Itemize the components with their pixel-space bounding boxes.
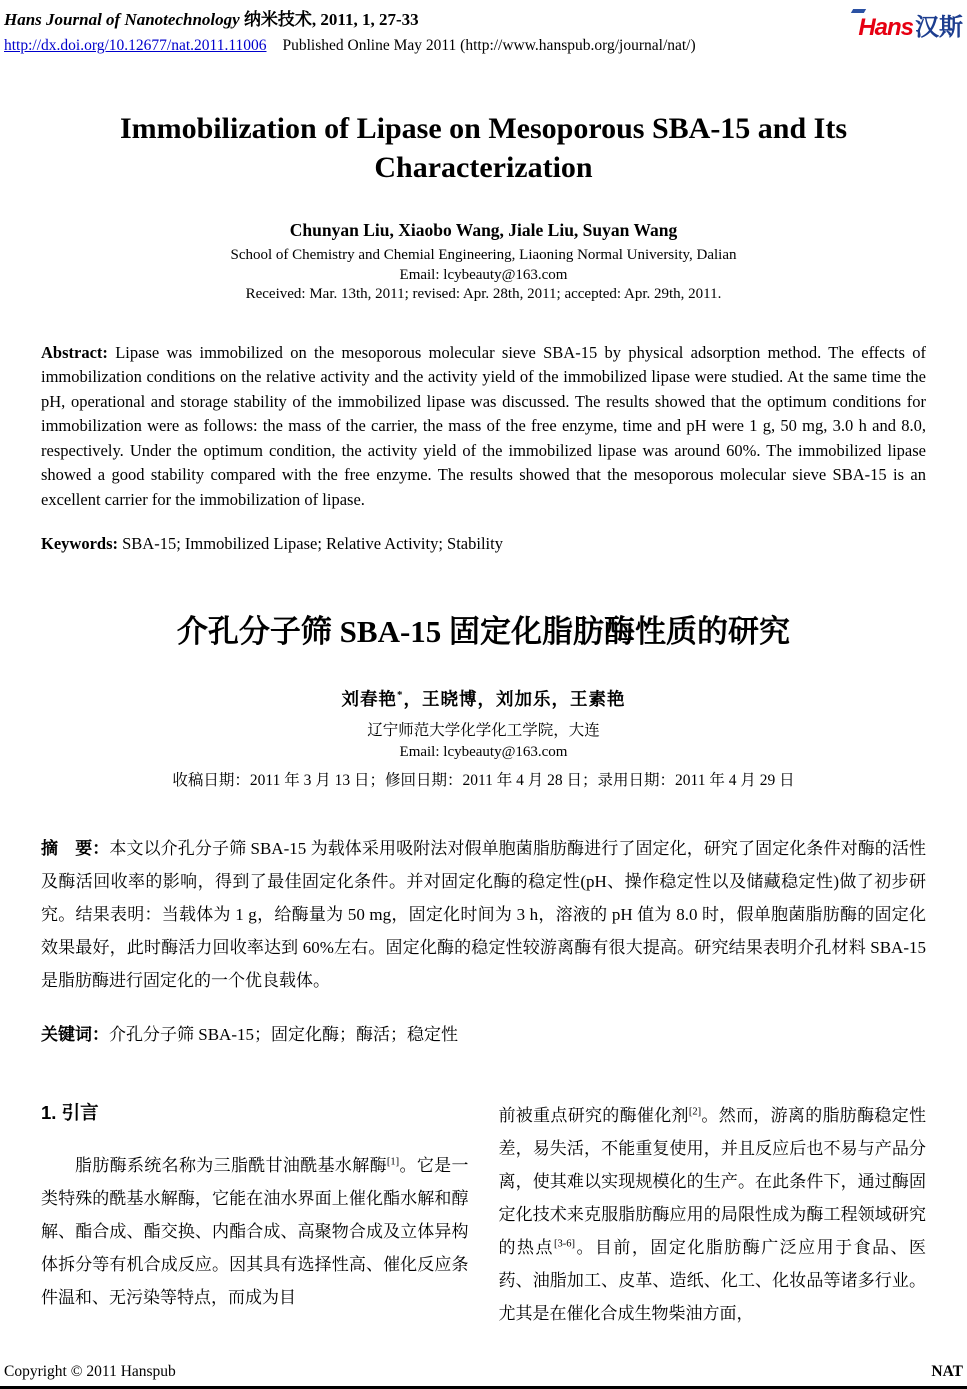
abstract-label-chinese: 摘 要： [41, 838, 110, 858]
keywords-text-english: SBA-15; Immobilized Lipase; Relative Activity; Stability [118, 533, 503, 553]
chinese-author-block [41, 686, 926, 790]
two-column-section [41, 1099, 926, 1330]
authors-chinese: 刘春艳*，王晓博，刘加乐，王素艳 [341, 688, 626, 709]
hans-logo [858, 5, 963, 42]
abstract-chinese [41, 832, 926, 997]
logo-hans-text: Hans [858, 14, 913, 41]
logo-accent-bar [851, 9, 866, 13]
intro-paragraph-right: 前被重点研究的酶催化剂[2]。然而，游离的脂肪酶稳定性差，易失活，不能重复使用，并且反应后也不易与产品分离，使其难以实现规模化的生产。在此条件下，通过酶固定化技术来克服脂肪酶应用的局限性成为酶工程领域研究的热点[3-6]。目前，固定化脂肪酶广泛应用于食品、医药、油脂加工、皮革、造纸、化工、化妆品等诸多行业。尤其是在催化合成生物柴油方面， [498, 1105, 927, 1323]
authors-english: Chunyan Liu, Xiaobo Wang, Jiale Liu, Suyan Wang [289, 220, 678, 240]
journal-issue-info: 纳米技术, 2011, 1, 27-33 [239, 10, 419, 29]
journal-code: NAT [931, 1363, 963, 1380]
abstract-text-english: Lipase was immobilized on the mesoporous molecular sieve SBA-15 by physical adsorption method. The effects of immobilization conditions on the relative activity and the activity yield of the immobilized lipase were studied. At the same time the pH, operational and storage stability of the immobilized lipase was discussed. The results showed that the optimum conditions for immobilization were as follows: the mass of the carrier, the mass of the free enzyme, time and pH were 1 g, 50 mg, 3.0 h and 8.0, respectively. Under the optimum condition, the activity yield of the immobilized lipase was around 60%. The immobilized lipase showed a good stability compared with the free enzyme. The results showed that the mesoporous molecular sieve SBA-15 is an excellent carrier for the immobilization of lipase. [41, 342, 926, 510]
right-column [499, 1099, 927, 1330]
logo-chinese-text: 汉斯 [915, 14, 963, 41]
published-online-text: Published Online May 2011 (http://www.hanspub.org/journal/nat/) [282, 37, 696, 54]
keywords-chinese [41, 1020, 926, 1045]
copyright-text: Copyright © 2011 Hanspub [4, 1363, 176, 1380]
email-english: Email: lcybeauty@163.com [399, 266, 568, 283]
received-dates-english: Received: Mar. 13th, 2011; revised: Apr. 28th, 2011; accepted: Apr. 29th, 2011. [245, 286, 722, 302]
keywords-english [41, 534, 926, 554]
keywords-label-english: Keywords: [41, 533, 118, 553]
journal-header-left [4, 5, 696, 55]
doi-line [4, 37, 696, 55]
paper-title-chinese: 介孔分子筛 SBA-15 固定化脂肪酶性质的研究 [176, 613, 791, 649]
abstract-label-english: Abstract: [41, 342, 108, 362]
affiliation-english: School of Chemistry and Chemial Engineering, Liaoning Normal University, Dalian [230, 247, 737, 263]
email-chinese: Email: lcybeauty@163.com [399, 743, 568, 760]
page-footer [4, 1363, 963, 1381]
left-column [41, 1099, 469, 1330]
abstract-text-chinese: 本文以介孔分子筛 SBA-15 为载体采用吸附法对假单胞菌脂肪酶进行了固定化，研究了固定化条件对酶的活性及酶活回收率的影响，得到了最佳固定化条件。并对固定化酶的稳定性(pH、操作稳定性以及储藏稳定性)做了初步研究。结果表明：当载体为 1 g，给酶量为 50 mg，固定化时间为 3 h，溶液的 pH 值为 8.0 时，假单胞菌脂肪酶的固定化效果最好，此时酶活力回收率达到 60%左右。固定化酶的稳定性较游离酶有很大提高。研究结果表明介孔材料 SBA-15 是脂肪酶进行固定化的一个优良载体。 [41, 838, 926, 990]
keywords-label-chinese: 关键词： [41, 1024, 109, 1044]
paper-body [41, 109, 926, 1330]
keywords-text-chinese: 介孔分子筛 SBA-15；固定化酶；酶活；稳定性 [109, 1024, 458, 1044]
received-dates-chinese: 收稿日期：2011 年 3 月 13 日；修回日期：2011 年 4 月 28 日；录用日期：2011 年 4 月 29 日 [172, 771, 795, 789]
doi-link[interactable]: http://dx.doi.org/10.12677/nat.2011.11006 [4, 37, 267, 54]
journal-citation [4, 5, 696, 30]
abstract-english [41, 341, 926, 513]
english-author-block [41, 220, 926, 305]
section-heading-introduction: 1. 引言 [41, 1101, 99, 1123]
affiliation-chinese: 辽宁师范大学化学化工学院，大连 [367, 721, 600, 739]
paper-title-english: Immobilization of Lipase on Mesoporous SBA-15 and Its Characterization [119, 112, 848, 184]
journal-name: Hans Journal of Nanotechnology [4, 10, 240, 29]
intro-paragraph-left: 脂肪酶系统名称为三脂酰甘油酰基水解酶[1]。它是一类特殊的酰基水解酶，它能在油水界面上催化酯水解和醇解、酯合成、酯交换、内酯合成、高聚物合成及立体异构体拆分等有机合成反应。因其具有选择性高、催化反应条件温和、无污染等特点，而成为目 [41, 1155, 469, 1307]
journal-header [0, 0, 967, 55]
